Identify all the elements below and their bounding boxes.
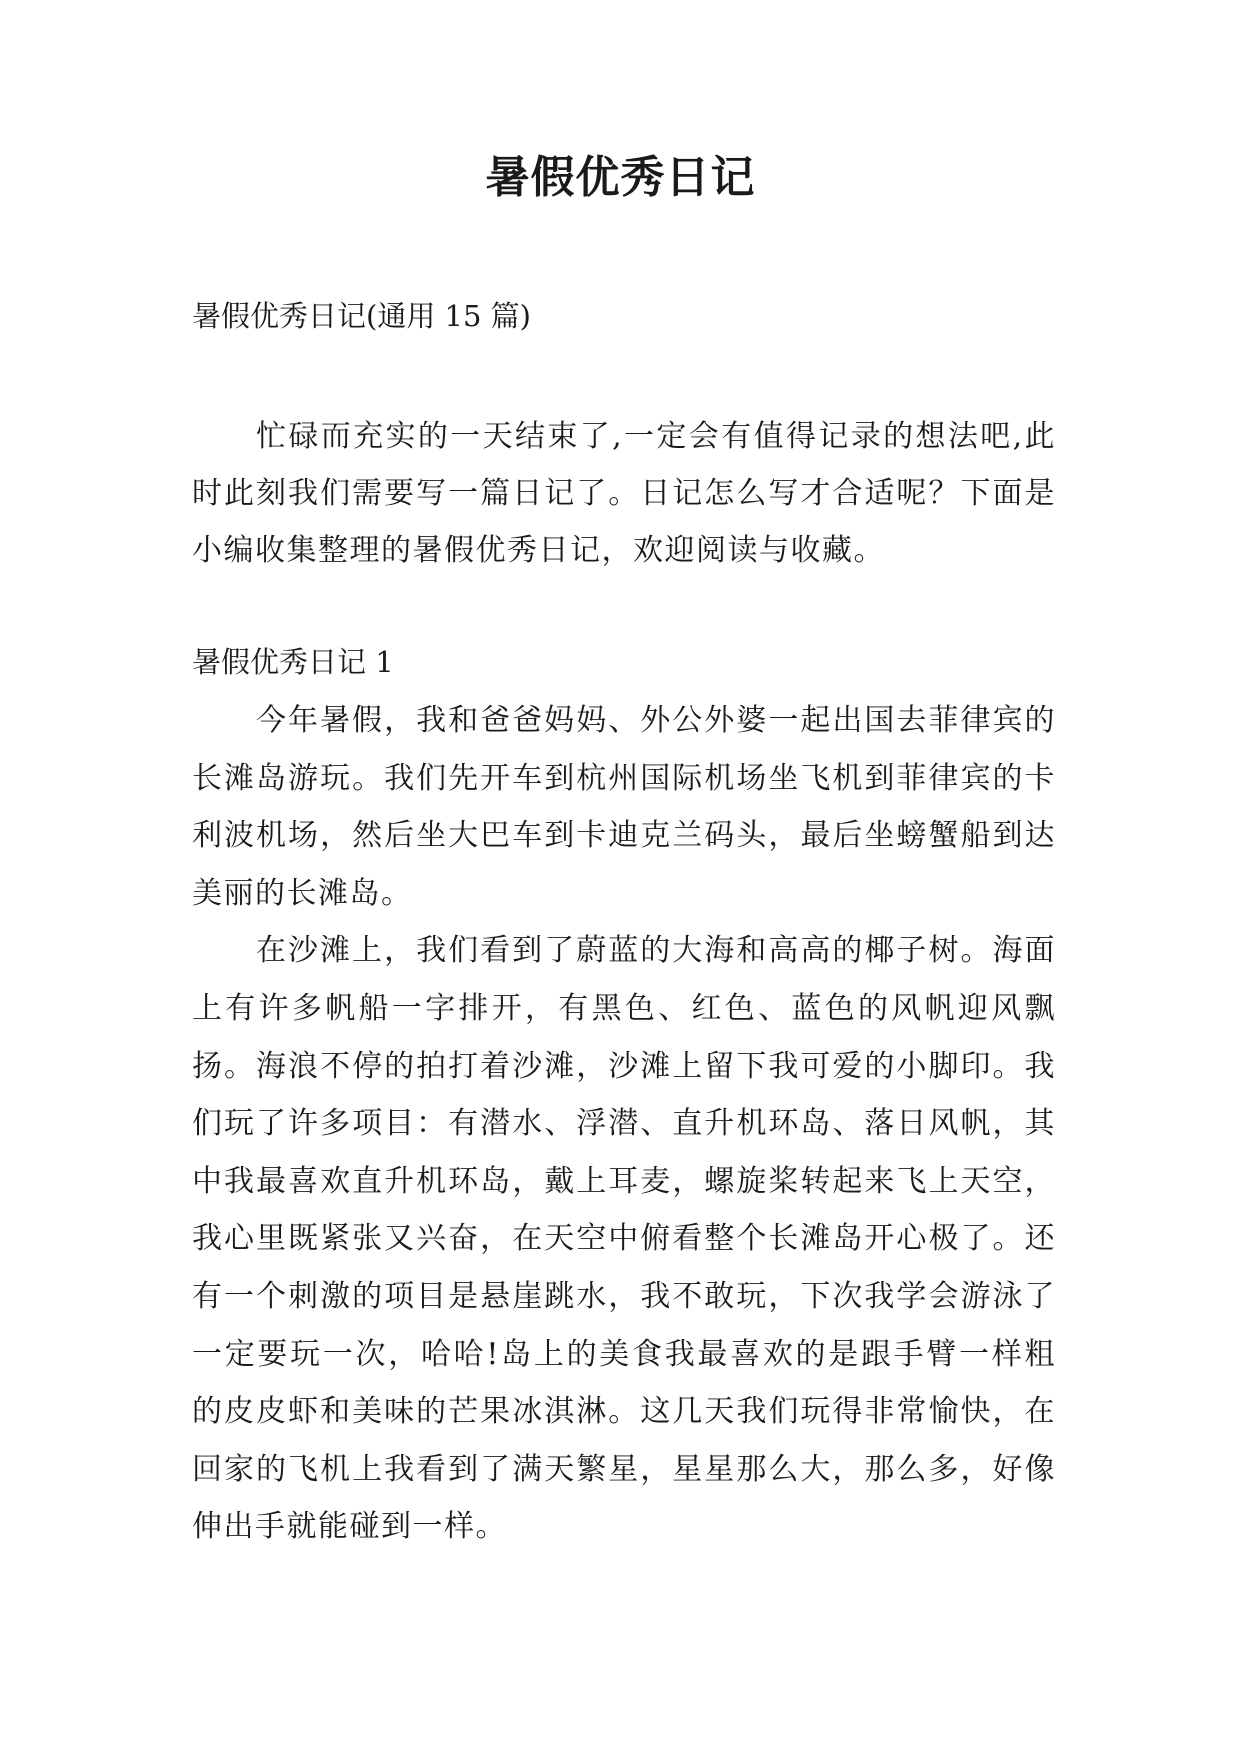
body-paragraph: 今年暑假，我和爸爸妈妈、外公外婆一起出国去菲律宾的长滩岛游玩。我们先开车到杭州国际机场坐飞机到菲律宾的卡利波机场，然后坐大巴车到卡迪克兰码头，最后坐螃蟹船到达美丽的长滩岛。: [192, 703, 1056, 911]
page-title: 暑假优秀日记: [485, 152, 756, 203]
document-subtitle: 暑假优秀日记(通用 15 篇): [192, 299, 531, 333]
section-heading: 暑假优秀日记 1: [192, 645, 394, 679]
section-body: [192, 692, 1056, 1556]
intro-paragraph: 忙碌而充实的一天结束了,一定会有值得记录的想法吧,此时此刻我们需要写一篇日记了。日记怎么写才合适呢？下面是小编收集整理的暑假优秀日记，欢迎阅读与收藏。: [192, 419, 1056, 568]
body-paragraph: 在沙滩上，我们看到了蔚蓝的大海和高高的椰子树。海面上有许多帆船一字排开，有黑色、红色、蓝色的风帆迎风飘扬。海浪不停的拍打着沙滩，沙滩上留下我可爱的小脚印。我们玩了许多项目：有潜水、浮潜、直升机环岛、落日风帆，其中我最喜欢直升机环岛，戴上耳麦，螺旋桨转起来飞上天空，我心里既紧张又兴奋，在天空中俯看整个长滩岛开心极了。还有一个刺激的项目是悬崖跳水，我不敢玩，下次我学会游泳了一定要玩一次，哈哈!岛上的美食我最喜欢的是跟手臂一样粗的皮皮虾和美味的芒果冰淇淋。这几天我们玩得非常愉快，在回家的飞机上我看到了满天繁星，星星那么大，那么多，好像伸出手就能碰到一样。: [192, 933, 1056, 1545]
